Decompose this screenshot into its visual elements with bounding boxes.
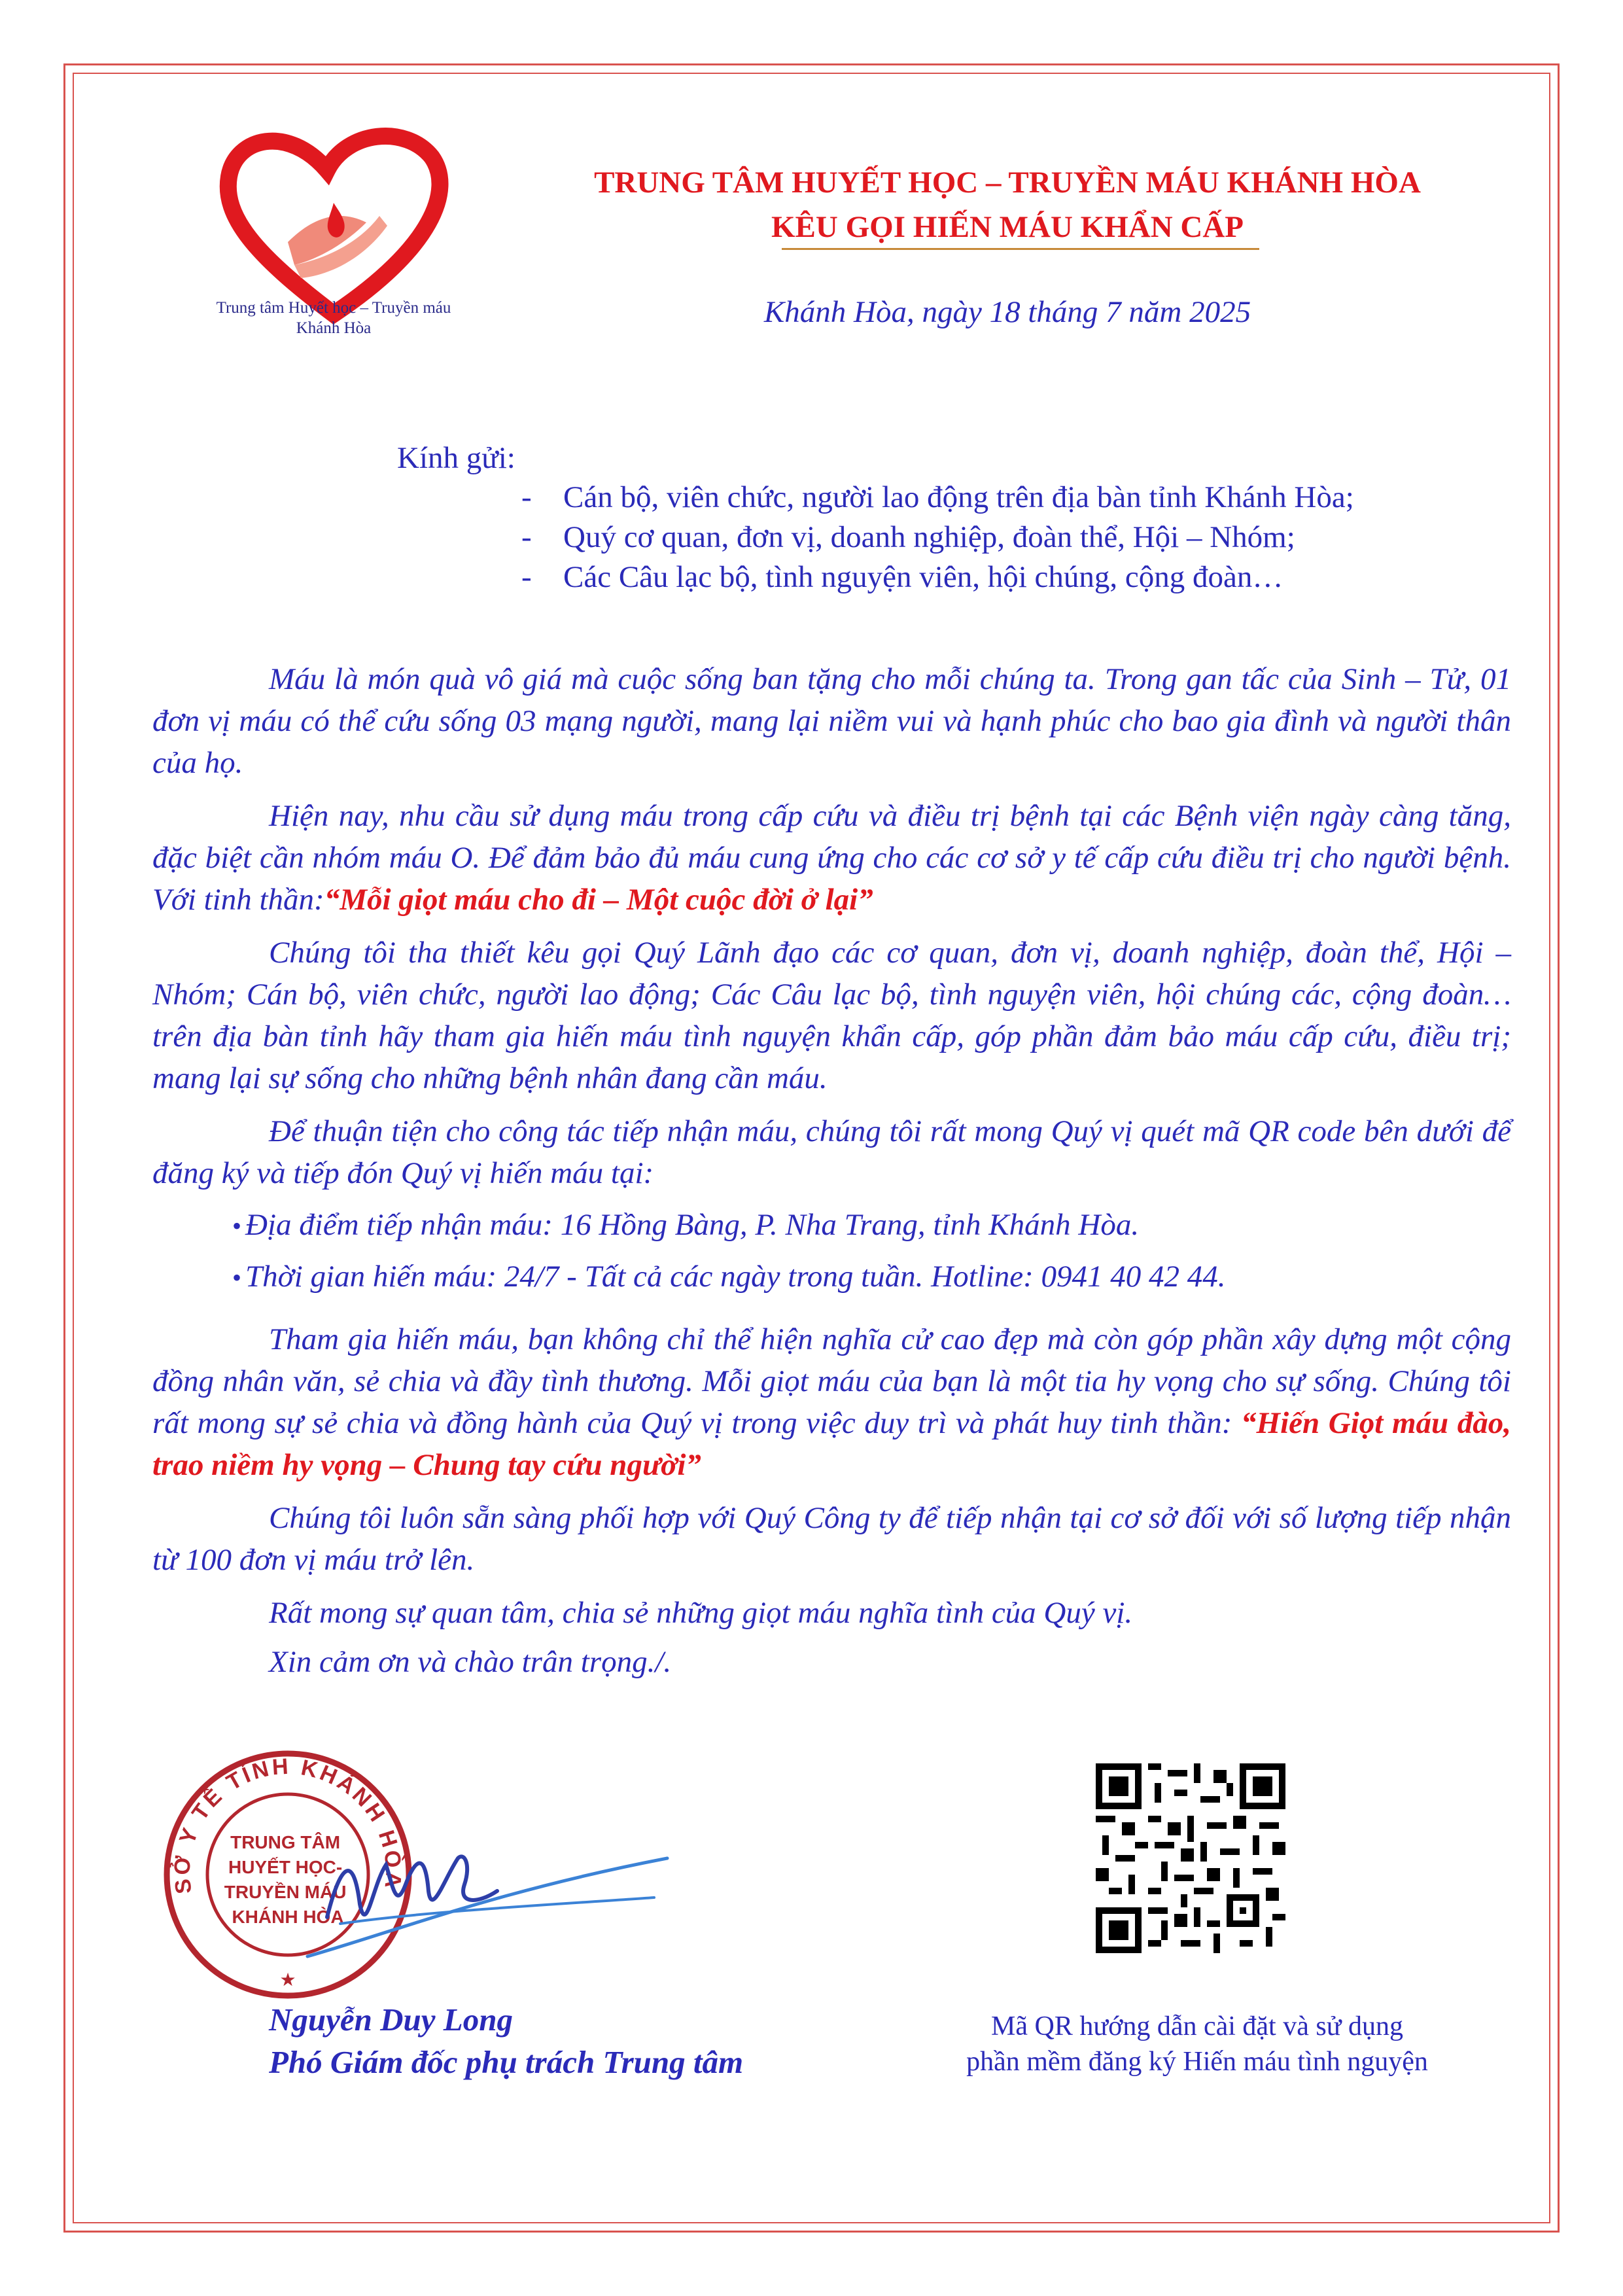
paragraph-1: Máu là món quà vô giá mà cuộc sống ban tặng cho mỗi chúng ta. Trong gan tấc của Sinh – Tử, 01 đơn vị máu có thể cứu sống 03 mạng người, mang lại niềm vui và hạnh phúc cho bao gia đình và người thân của họ. [152, 662, 1511, 780]
quote-slogan-1: “Mỗi giọt máu cho đi – Một cuộc đời ở lại” [324, 883, 873, 917]
recipient-item: - Các Câu lạc bộ, tình nguyện viên, hội chúng, cộng đoàn… [521, 560, 1283, 594]
paragraph-4: Để thuận tiện cho công tác tiếp nhận máu, chúng tôi rất mong Quý vị quét mã QR code bên dưới để đăng ký và tiếp đón Quý vị hiến máu tại: [152, 1114, 1511, 1190]
quote-slogan-2: “Hiến Giọt máu đào, trao niềm hy vọng – Chung tay cứu người” [152, 1406, 1511, 1482]
paragraph-2: Hiện nay, nhu cầu sử dụng máu trong cấp cứu và điều trị bệnh tại các Bệnh viện ngày càng tăng, đặc biệt cần nhóm máu O. Để đảm bảo đủ máu cung ứng cho các cơ sở y tế cấp cứu điều trị cho người bệnh. Với tinh thần:“Mỗi giọt máu cho đi – Một cuộc đời ở lại” [152, 799, 1511, 917]
qr-caption: Mã QR hướng dẫn cài đặt và sử dụng phần mềm đăng ký Hiến máu tình nguyện [966, 2011, 1428, 2077]
svg-text:SỞ Y TẾ TỈNH KHÁNH HÒA: SỞ Y TẾ TỈNH KHÁNH HÒA [169, 1754, 406, 1896]
paragraph-5: Tham gia hiến máu, bạn không chỉ thể hiện nghĩa cử cao đẹp mà còn góp phần xây dựng một cộng đồng nhân văn, sẻ chia và đầy tình thương. Mỗi giọt máu của bạn là một tia hy vọng cho sự sống. Chúng tôi rất mong sự sẻ chia và đồng hành của Quý vị trong việc duy trì và phát huy tinh thần: “Hiến Giọt máu đào, trao niềm hy vọng – Chung tay cứu người” [152, 1322, 1511, 1482]
document-title: KÊU GỌI HIẾN MÁU KHẨN CẤP [771, 210, 1244, 244]
recipient-item: - Quý cơ quan, đơn vị, doanh nghiệp, đoàn thể, Hội – Nhóm; [521, 520, 1295, 554]
paragraph-3: Chúng tôi tha thiết kêu gọi Quý Lãnh đạo các cơ quan, đơn vị, doanh nghiệp, đoàn thể, Hội – Nhóm; Cán bộ, viên chức, người lao động; Các Câu lạc bộ, tình nguyện viên, hội chúng các, cộng đoàn… trên địa bàn tỉnh hãy tham gia hiến máu tình nguyện khẩn cấp, góp phần đảm bảo máu cấp cứu, điều trị; mang lại sự sống cho những bệnh nhân đang cần máu. [152, 936, 1511, 1095]
paragraph-8: Xin cảm ơn và chào trân trọng./. [269, 1645, 672, 1679]
recipient-item: - Cán bộ, viên chức, người lao động trên địa bàn tỉnh Khánh Hòa; [521, 480, 1354, 514]
handwritten-signature [301, 1826, 680, 1976]
title-underline [782, 248, 1259, 250]
bullet-time-hotline: • Thời gian hiến máu: 24/7 - Tất cả các ngày trong tuần. Hotline: 0941 40 42 44. [232, 1260, 1226, 1294]
paragraph-6: Chúng tôi luôn sẵn sàng phối hợp với Quý Công ty để tiếp nhận tại cơ sở đối với số lượng tiếp nhận từ 100 đơn vị máu trở lên. [152, 1501, 1511, 1577]
svg-text:TRUNG TÂM HUYẾT HỌC- T: TRUNG TÂM HUYẾT HỌC- TRUYỀN MÁU KHÁNH HÒA [224, 1832, 347, 1927]
qr-code[interactable] [1096, 1763, 1285, 1953]
organization-name: TRUNG TÂM HUYẾT HỌC – TRUYỀN MÁU KHÁNH HÒA [594, 166, 1421, 200]
bullet-location: • Địa điểm tiếp nhận máu: 16 Hồng Bàng, P. Nha Trang, tỉnh Khánh Hòa. [232, 1208, 1140, 1242]
salutation: Kính gửi: [397, 441, 515, 475]
signer-name: Nguyễn Duy Long [269, 2002, 513, 2038]
signer-title: Phó Giám đốc phụ trách Trung tâm [269, 2044, 744, 2080]
document-date: Khánh Hòa, ngày 18 tháng 7 năm 2025 [763, 295, 1251, 329]
paragraph-7: Rất mong sự quan tâm, chia sẻ những giọt máu nghĩa tình của Quý vị. [269, 1596, 1133, 1630]
svg-text:★: ★ [279, 1970, 296, 1990]
logo-caption: Trung tâm Huyết học – Truyền máu Khánh Hòa [216, 299, 451, 337]
